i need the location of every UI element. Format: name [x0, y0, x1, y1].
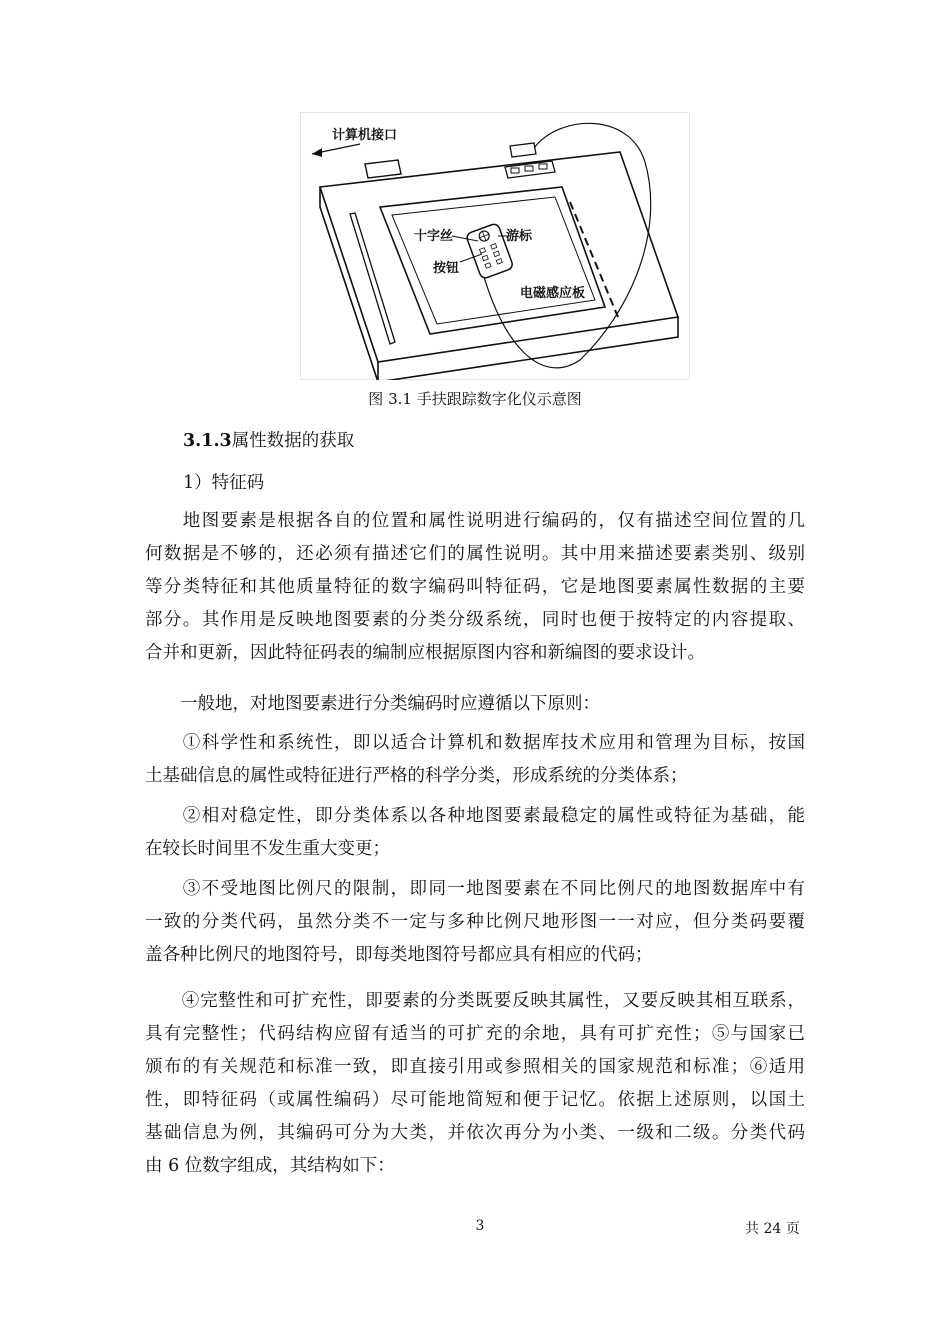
- label-interface: 计算机接口: [332, 128, 398, 143]
- text-line: ①科学性和系统性，即以适合计算机和数据库技术应用和管理为目标，按国: [145, 733, 805, 753]
- section-title: 属性数据的获取: [231, 431, 355, 451]
- paragraph: [145, 727, 805, 793]
- text-line: 何数据是不够的，还必须有描述它们的属性说明。其中用来描述要素类别、级别: [145, 544, 805, 564]
- text-line: 一般地，对地图要素进行分类编码时应遵循以下原则：: [145, 694, 600, 714]
- text-line: 颁布的有关规范和标准一致，即直接引用或参照相关的国家规范和标准；⑥适用: [145, 1057, 805, 1077]
- text-line: ②相对稳定性，即分类体系以各种地图要素最稳定的属性或特征为基础，能: [145, 806, 805, 826]
- label-button: 按钮: [433, 261, 460, 276]
- paragraph: [145, 873, 805, 972]
- page-total: 共 24 页: [745, 1221, 800, 1237]
- text-line: 合并和更新，因此特征码表的编制应根据原图内容和新编图的要求设计。: [145, 643, 705, 663]
- text-line: 土基础信息的属性或特征进行严格的科学分类，形成系统的分类体系；: [145, 766, 688, 786]
- text-line: 具有完整性；代码结构应留有适当的可扩充的余地，具有可扩充性；⑤与国家已: [145, 1024, 805, 1044]
- page-number: 3: [475, 1218, 485, 1234]
- text-line: 一致的分类代码，虽然分类不一定与多种比例尺地形图一一对应，但分类码要覆: [145, 912, 805, 932]
- text-line: 基础信息为例，其编码可分为大类，并依次再分为小类、一级和二级。分类代码: [145, 1123, 805, 1143]
- text-line: 等分类特征和其他质量特征的数字编码叫特征码，它是地图要素属性数据的主要: [145, 577, 805, 597]
- text-line: 由 6 位数字组成，其结构如下：: [145, 1156, 395, 1176]
- paragraph: [145, 800, 805, 866]
- label-cursor: 游标: [506, 229, 533, 244]
- text-line: 性，即特征码（或属性编码）尽可能地简短和便于记忆。依据上述原则，以国土: [145, 1090, 805, 1110]
- digitizer-diagram: [300, 112, 690, 380]
- text-line: ④完整性和可扩充性，即要素的分类既要反映其属性，又要反映其相互联系，: [145, 991, 805, 1011]
- digitizer-figure: [300, 112, 690, 380]
- label-crosshair: 十字丝: [414, 229, 454, 244]
- text-line: 在较长时间里不发生重大变更；: [145, 839, 390, 859]
- label-board: 电磁感应板: [520, 286, 586, 301]
- paragraph: [145, 505, 805, 670]
- paragraph: [145, 985, 805, 1183]
- section-heading: [183, 427, 354, 452]
- figure-caption: 图 3.1 手扶跟踪数字化仪示意图: [368, 390, 582, 408]
- text-line: 地图要素是根据各自的位置和属性说明进行编码的，仅有描述空间位置的几: [145, 511, 805, 531]
- paragraph: [145, 688, 805, 721]
- text-line: 盖各种比例尺的地图符号，即每类地图符号都应具有相应的代码；: [145, 945, 653, 965]
- section-number: 3.1.3: [183, 431, 232, 451]
- subsection-heading: 1）特征码: [183, 473, 265, 493]
- text-line: ③不受地图比例尺的限制，即同一地图要素在不同比例尺的地图数据库中有: [145, 879, 805, 899]
- text-line: 部分。其作用是反映地图要素的分类分级系统，同时也便于按特定的内容提取、: [145, 610, 805, 630]
